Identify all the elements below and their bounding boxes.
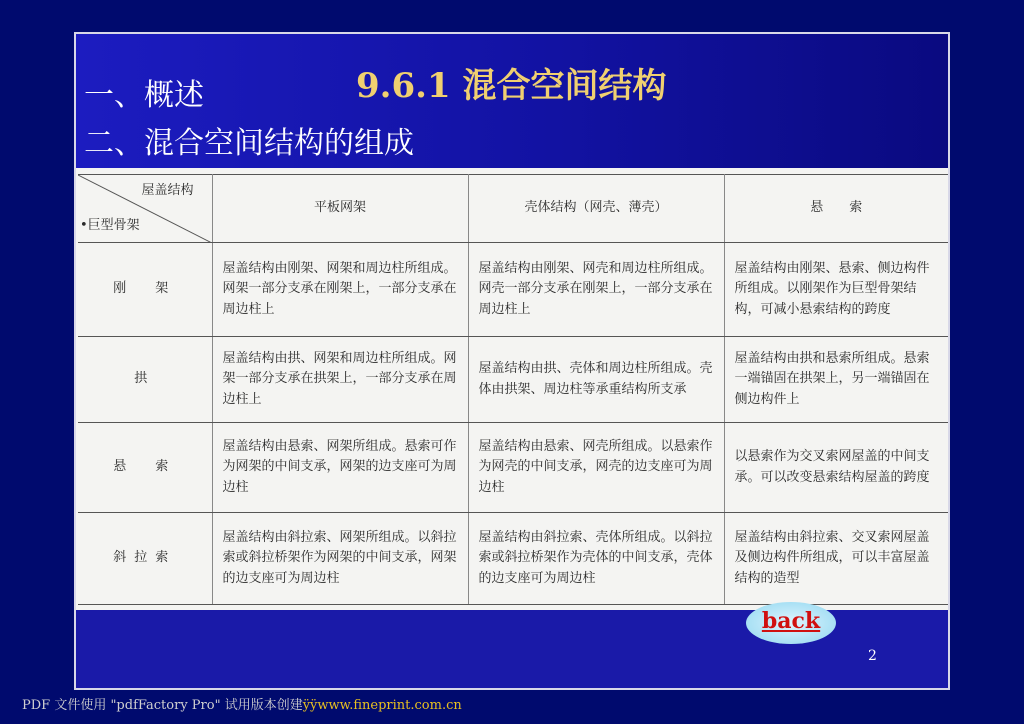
heading-composition: 二、混合空间结构的组成: [84, 126, 414, 161]
table-cell: 屋盖结构由刚架、网架和周边柱所组成。网架一部分支承在刚架上，一部分支承在周边柱上: [212, 243, 468, 337]
table-row: [78, 243, 948, 337]
pdf-url-link[interactable]: ÿÿwww.fineprint.com.cn: [302, 698, 462, 713]
corner-label-roof: 屋盖结构: [141, 183, 194, 198]
row-header-suspension: 悬 索: [78, 423, 212, 513]
pdf-watermark-footer: [22, 694, 462, 713]
table-cell: 屋盖结构由悬索、网壳所组成。以悬索作为网壳的中间支承，网壳的边支座可为周边柱: [468, 423, 724, 513]
slide-footer: [76, 610, 948, 690]
table-row: [78, 423, 948, 513]
column-header-cable: 悬 索: [724, 175, 948, 243]
structure-table: [78, 174, 948, 605]
table-cell: 以悬索作为交叉索网屋盖的中间支承。可以改变悬索结构屋盖的跨度: [724, 423, 948, 513]
row-header-cable-stayed: 斜拉索: [78, 513, 212, 605]
table-corner-cell: [78, 175, 212, 243]
table-cell: 屋盖结构由拱、网架和周边柱所组成。网架一部分支承在拱架上，一部分支承在周边柱上: [212, 337, 468, 423]
table-cell: 屋盖结构由刚架、网壳和周边柱所组成。网壳一部分支承在刚架上，一部分支承在周边柱上: [468, 243, 724, 337]
table-cell: 屋盖结构由刚架、悬索、侧边构件所组成。以刚架作为巨型骨架结构，可减小悬索结构的跨度: [724, 243, 948, 337]
table-cell: 屋盖结构由拱和悬索所组成。悬索一端锚固在拱架上，另一端锚固在侧边构件上: [724, 337, 948, 423]
slide: [74, 32, 950, 690]
slide-title: 9.6.1 混合空间结构: [356, 66, 667, 106]
row-header-arch: 拱: [78, 337, 212, 423]
column-header-shell: 壳体结构（网壳、薄壳）: [468, 175, 724, 243]
table-row: [78, 513, 948, 605]
column-header-grid: 平板网架: [212, 175, 468, 243]
table-header-row: [78, 175, 948, 243]
page-number: 2: [868, 648, 877, 664]
table-cell: 屋盖结构由悬索、网架所组成。悬索可作为网架的中间支承，网架的边支座可为周边柱: [212, 423, 468, 513]
table-cell: 屋盖结构由斜拉索、交叉索网屋盖及侧边构件所组成，可以丰富屋盖结构的造型: [724, 513, 948, 605]
table-row: [78, 337, 948, 423]
corner-label-frame: •巨型骨架: [80, 217, 140, 233]
pdf-note: PDF 文件使用 "pdfFactory Pro" 试用版本创建: [22, 698, 303, 713]
heading-overview: 一、概述: [84, 78, 204, 113]
table-cell: 屋盖结构由斜拉索、网架所组成。以斜拉索或斜拉桥架作为网架的中间支承，网架的边支座可为周边柱: [212, 513, 468, 605]
table-cell: 屋盖结构由拱、壳体和周边柱所组成。壳体由拱架、周边柱等承重结构所支承: [468, 337, 724, 423]
table-cell: 屋盖结构由斜拉索、壳体所组成。以斜拉索或斜拉桥架作为壳体的中间支承，壳体的边支座可为周边柱: [468, 513, 724, 605]
row-header-rigid-frame: 刚 架: [78, 243, 212, 337]
slide-header: [76, 34, 948, 168]
back-button[interactable]: back: [746, 602, 836, 644]
structure-table-panel: [76, 168, 948, 610]
